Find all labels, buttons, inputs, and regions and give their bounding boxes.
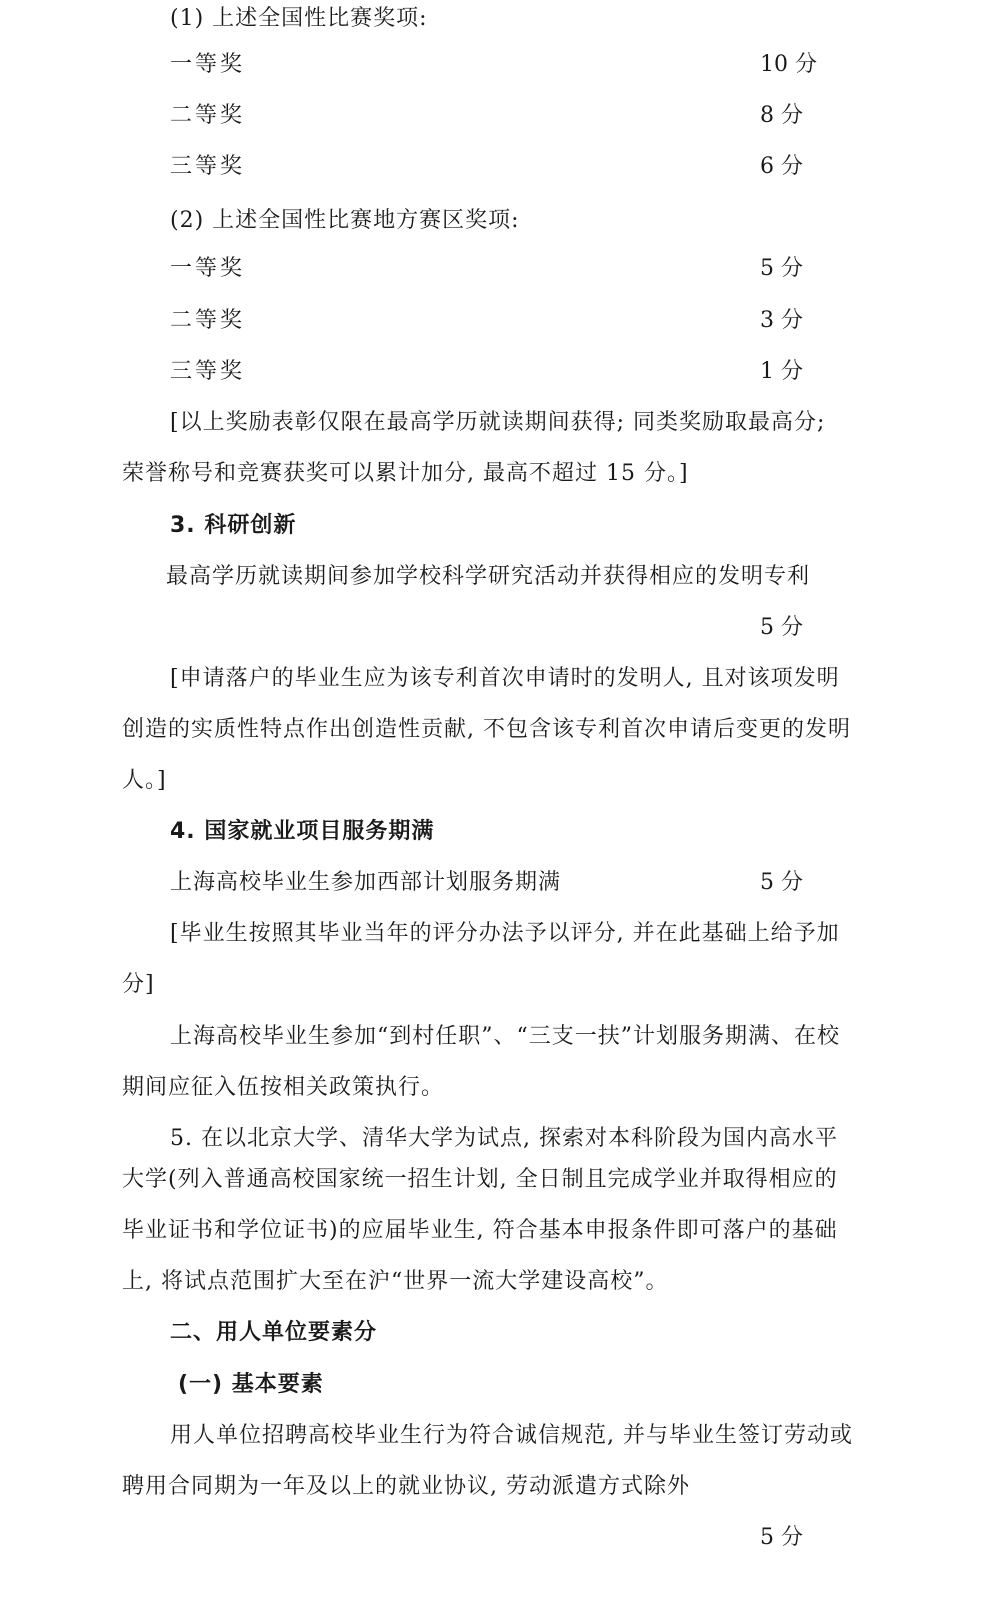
award-note-line-1: [以上奖励表彰仅限在最高学历就读期间获得; 同类奖励取最高分; bbox=[170, 410, 826, 435]
research-note-line-3: 人。] bbox=[122, 768, 167, 793]
research-score: 5 分 bbox=[760, 615, 803, 640]
service-para-line-2: 期间应征入伍按相关政策执行。 bbox=[122, 1075, 445, 1100]
research-note-line-1: [申请落户的毕业生应为该专利首次申请时的发明人, 且对该项发明 bbox=[170, 666, 840, 691]
national-award-1-score: 10 分 bbox=[760, 52, 817, 77]
employer-score: 5 分 bbox=[760, 1525, 803, 1550]
pilot-line-1: 5. 在以北京大学、清华大学为试点, 探索对本科阶段为国内高水平 bbox=[170, 1126, 838, 1151]
service-heading: 4. 国家就业项目服务期满 bbox=[170, 819, 435, 844]
national-award-2-score: 8 分 bbox=[760, 103, 803, 128]
regional-award-1-score: 5 分 bbox=[760, 256, 803, 281]
employer-line-1: 用人单位招聘高校毕业生行为符合诚信规范, 并与毕业生签订劳动或 bbox=[170, 1423, 853, 1448]
regional-award-1-label: 一等奖 bbox=[170, 256, 246, 281]
employer-heading: 二、用人单位要素分 bbox=[170, 1320, 378, 1345]
national-award-1-label: 一等奖 bbox=[170, 52, 246, 77]
service-score: 5 分 bbox=[760, 870, 803, 895]
pilot-line-4: 上, 将试点范围扩大至在沪“世界一流大学建设高校”。 bbox=[122, 1269, 669, 1294]
regional-awards-heading: (2) 上述全国性比赛地方赛区奖项: bbox=[170, 208, 520, 233]
national-award-2-label: 二等奖 bbox=[170, 103, 246, 128]
national-awards-heading: (1) 上述全国性比赛奖项: bbox=[170, 6, 428, 31]
service-note-line-1: [毕业生按照其毕业当年的评分办法予以评分, 并在此基础上给予加 bbox=[170, 921, 840, 946]
service-para-line-1: 上海高校毕业生参加“到村任职”、“三支一扶”计划服务期满、在校 bbox=[170, 1024, 840, 1049]
regional-award-3-score: 1 分 bbox=[760, 359, 803, 384]
regional-award-2-label: 二等奖 bbox=[170, 308, 246, 333]
research-text: 最高学历就读期间参加学校科学研究活动并获得相应的发明专利 bbox=[166, 564, 811, 589]
pilot-line-3: 毕业证书和学位证书)的应届毕业生, 符合基本申报条件即可落户的基础 bbox=[122, 1218, 838, 1243]
employer-subheading: (一) 基本要素 bbox=[178, 1372, 324, 1397]
regional-award-3-label: 三等奖 bbox=[170, 359, 246, 384]
research-heading: 3. 科研创新 bbox=[170, 513, 297, 538]
service-text: 上海高校毕业生参加西部计划服务期满 bbox=[170, 870, 562, 895]
national-award-3-score: 6 分 bbox=[760, 154, 803, 179]
service-note-line-2: 分] bbox=[122, 972, 155, 997]
regional-award-2-score: 3 分 bbox=[760, 308, 803, 333]
research-note-line-2: 创造的实质性特点作出创造性贡献, 不包含该专利首次申请后变更的发明 bbox=[122, 717, 851, 742]
pilot-line-2: 大学(列入普通高校国家统一招生计划, 全日制且完成学业并取得相应的 bbox=[122, 1167, 838, 1192]
employer-line-2: 聘用合同期为一年及以上的就业协议, 劳动派遣方式除外 bbox=[122, 1474, 690, 1499]
award-note-line-2: 荣誉称号和竞赛获奖可以累计加分, 最高不超过 15 分。] bbox=[122, 461, 689, 486]
national-award-3-label: 三等奖 bbox=[170, 154, 246, 179]
